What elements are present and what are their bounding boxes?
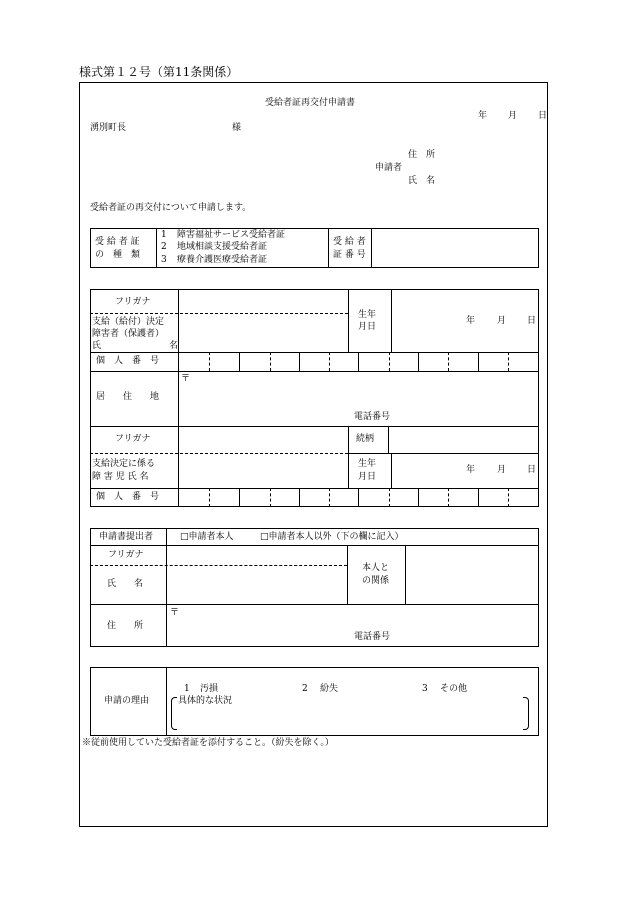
submitter-option-other: □申請者本人以外（下の欄に記入） (260, 532, 404, 542)
date-year-label: 年 (478, 111, 488, 121)
reason-label: 申請の理由 (104, 696, 150, 706)
submitter-label: 申請書提出者 (99, 532, 154, 542)
child-label-2: 障 害 児 氏 名 (92, 472, 149, 482)
cert-type-label-2: の 種 類 (95, 250, 141, 260)
detail-bracket-right (523, 697, 529, 730)
cert-option-1: 障害福祉サービス受給者証 (177, 230, 286, 240)
cert-option-3: 療養介護医療受給者証 (177, 255, 268, 265)
applicant-name-label: 氏 名 (408, 176, 436, 186)
phone-label: 電話番号 (354, 412, 391, 422)
intro-text: 受給者証の再交付について申請します。 (90, 203, 252, 213)
addressee-name: 湧別町長 (90, 123, 127, 133)
detail-bracket-left (171, 697, 177, 730)
form-title: 受給者証再交付申請書 (265, 98, 356, 108)
date-month-label: 月 (508, 111, 518, 121)
personal-number-label-2: 個 人 番 号 (96, 492, 160, 502)
cert-number-label-2: 証 番 号 (333, 250, 366, 260)
birth-label-2: 月日 (358, 322, 377, 332)
birth-label-4: 月日 (358, 472, 377, 482)
cert-option-num-3: 3 (161, 255, 167, 265)
cert-option-2: 地域相談支援受給者証 (177, 242, 268, 252)
furigana-label-2: フリガナ (115, 434, 151, 444)
submitter-address-label: 住 所 (107, 621, 144, 631)
reason-option-2: 紛失 (320, 684, 339, 694)
birth-year-label: 年 (466, 316, 476, 326)
cert-option-num-2: 2 (161, 242, 167, 252)
guardian-label-1: 支給（給付）決定 (92, 317, 165, 327)
relationship-label: 続柄 (356, 434, 375, 444)
reason-num-1: 1 (184, 684, 190, 694)
reason-detail-label: 具体的な状況 (178, 696, 233, 706)
postal-mark: 〒 (181, 374, 191, 384)
child-birth-year-label: 年 (466, 465, 476, 475)
submitter-postal-mark: 〒 (170, 608, 180, 618)
reason-num-3: 3 (422, 684, 428, 694)
applicant-label: 申請者 (375, 163, 403, 173)
cert-type-label-1: 受 給 者 証 (95, 237, 140, 247)
child-label-1: 支給決定に係る (92, 459, 156, 469)
guardian-label-2: 障害者（保護者） (92, 329, 165, 339)
relation-label-1: 本人と (362, 563, 390, 573)
submitter-phone-label: 電話番号 (354, 632, 391, 642)
residence-label: 居 住 地 (96, 392, 160, 402)
reason-table (90, 667, 539, 736)
cert-number-label-1: 受 給 者 (333, 237, 366, 247)
submitter-name-label: 氏 名 (107, 579, 144, 589)
submitter-furigana-label: フリガナ (108, 550, 144, 560)
attachment-note: ※従前使用していた受給者証を添付すること。（紛失を除く。） (82, 738, 334, 748)
date-day-label: 日 (538, 111, 548, 121)
guardian-label-3b: 名 (169, 341, 179, 351)
reason-option-1: 汚損 (200, 684, 219, 694)
birth-label-3: 生年 (358, 459, 377, 469)
child-birth-month-label: 月 (497, 465, 507, 475)
submitter-option-self: □申請者本人 (180, 532, 234, 542)
guardian-label-3a: 氏 (92, 341, 102, 351)
personal-number-label: 個 人 番 号 (96, 356, 160, 366)
birth-label-1: 生年 (358, 310, 377, 320)
birth-day-label: 日 (527, 316, 537, 326)
cert-option-num-1: 1 (161, 230, 167, 240)
applicant-address-label: 住 所 (408, 150, 436, 160)
furigana-label: フリガナ (115, 297, 151, 307)
child-birth-day-label: 日 (527, 465, 537, 475)
relation-label-2: の関係 (362, 576, 390, 586)
reason-option-3: その他 (440, 684, 468, 694)
birth-month-label: 月 (497, 316, 507, 326)
cert-type-table (90, 228, 539, 268)
addressee-honorific: 様 (232, 123, 242, 133)
form-number: 様式第１２号（第11条関係） (79, 65, 239, 79)
reason-num-2: 2 (302, 684, 308, 694)
